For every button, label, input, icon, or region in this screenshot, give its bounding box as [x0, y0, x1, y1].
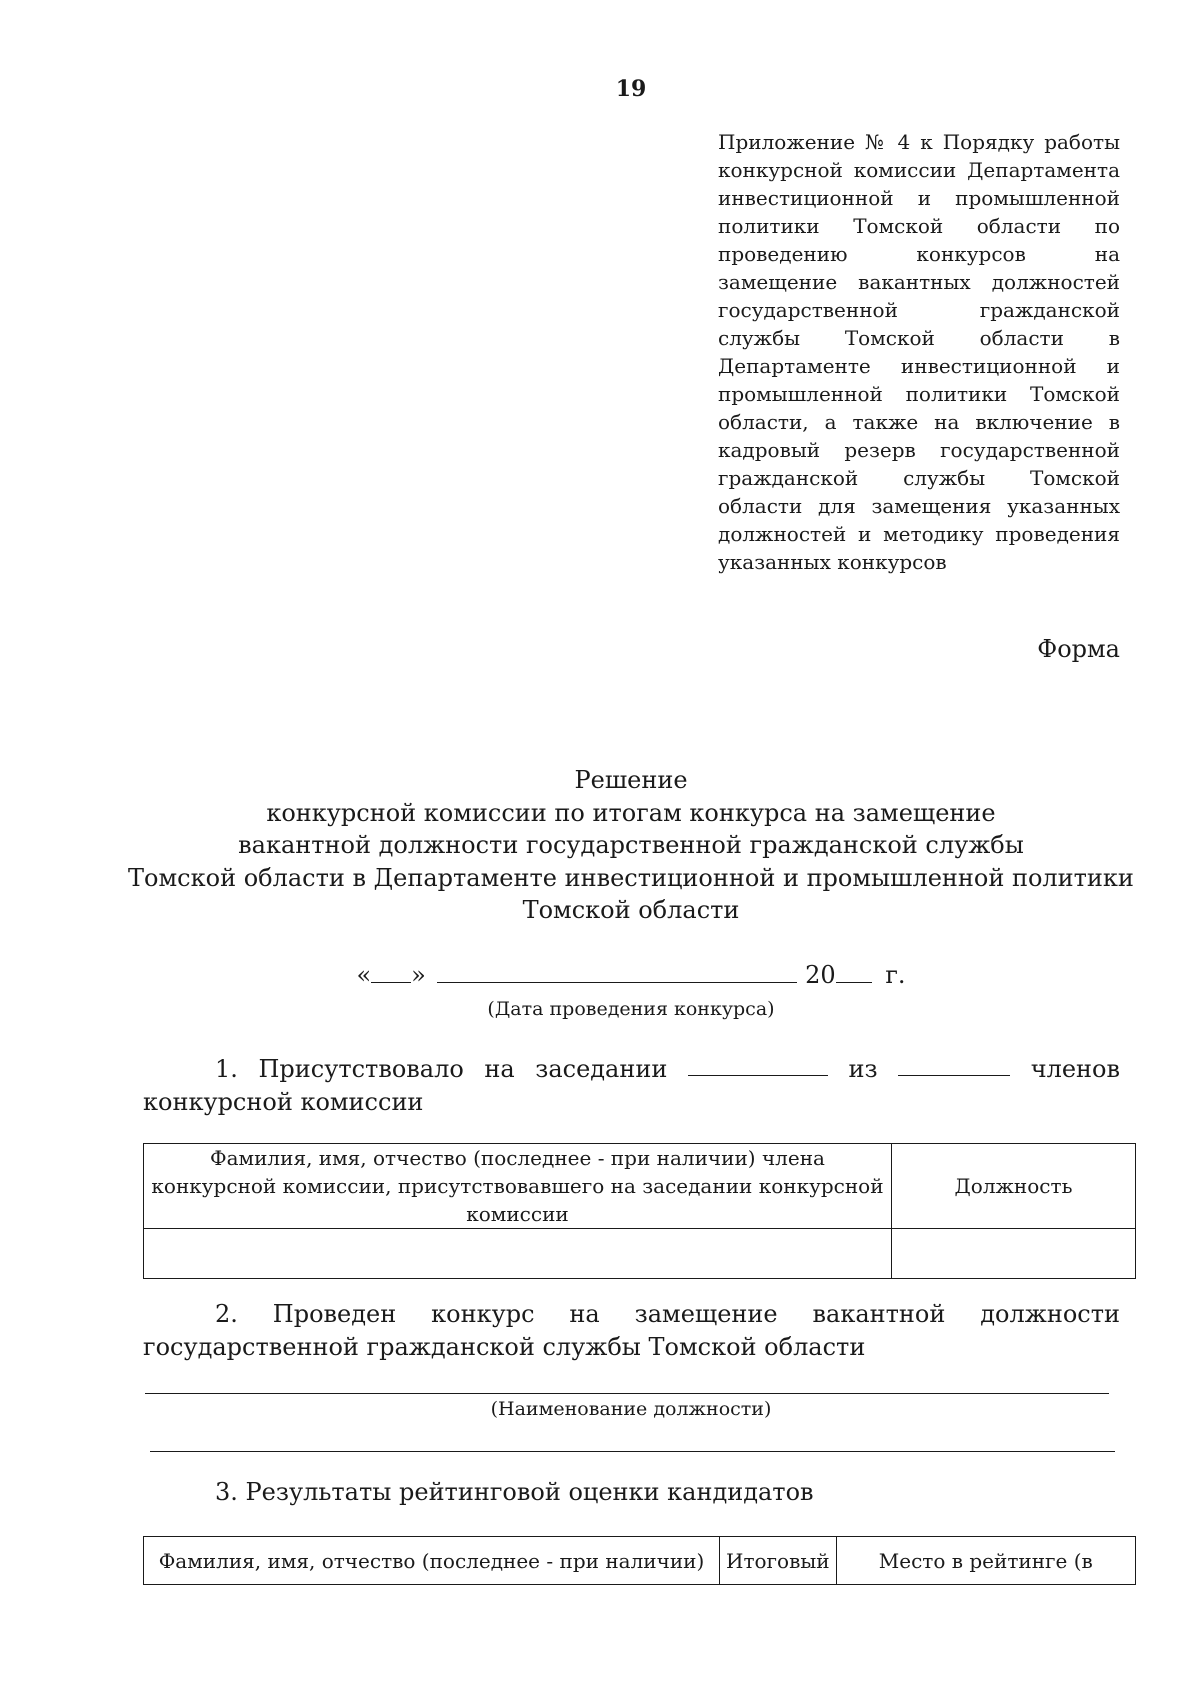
position-name-line-1[interactable]	[145, 1393, 1109, 1394]
year-prefix: 20	[805, 961, 836, 989]
section-1-line-1	[143, 1053, 1120, 1086]
table-header-row	[144, 1537, 1136, 1585]
title-line-3: вакантной должности государственной гражданской службы	[238, 831, 1024, 859]
section-3: 3. Результаты рейтинговой оценки кандидатов	[215, 1478, 814, 1506]
table-header-row	[144, 1144, 1136, 1229]
day-blank[interactable]	[371, 960, 411, 983]
header-total-score: Итоговый	[720, 1537, 837, 1585]
title-line-4: Томской области в Департаменте инвестиционной и промышленной политики	[128, 863, 1134, 892]
date-field	[0, 960, 1200, 989]
table-row	[144, 1229, 1136, 1279]
member-name-cell[interactable]	[144, 1229, 892, 1279]
title-line-1: Решение	[574, 766, 688, 794]
year-blank[interactable]	[836, 960, 872, 983]
header-candidate-name: Фамилия, имя, отчество (последнее - при наличии)	[144, 1537, 720, 1585]
appendix-reference: Приложение № 4 к Порядку работы конкурсной комиссии Департамента инвестиционной и промышленной политики Томской области по проведению конкурсов на замещение вакантных должностей государственной гражданской службы Томской области в Департаменте инвестиционной и промышленной политики Томской области, а также на включение в кадровый резерв государственной гражданской службы Томской области для замещения указанных должностей и методику проведения указанных конкурсов	[718, 130, 1120, 574]
date-open-quote: «	[356, 961, 372, 989]
form-label: Форма	[1037, 635, 1120, 663]
position-name-line-2[interactable]	[150, 1451, 1115, 1452]
section-1	[143, 1053, 1120, 1119]
header-member-name: Фамилия, имя, отчество (последнее - при наличии) члена конкурсной комиссии, присутствовавшего на заседании конкурсной комиссии	[144, 1144, 892, 1229]
date-caption: (Дата проведения конкурса)	[487, 998, 775, 1020]
section-2: 2. Проведен конкурс на замещение вакантной должности государственной гражданской службы Томской области	[143, 1300, 1120, 1361]
section-1-word-meeting: заседании	[535, 1055, 668, 1083]
section-1-word-at: на	[484, 1055, 515, 1083]
section-1-word-present: Присутствовало	[258, 1055, 464, 1083]
header-position: Должность	[892, 1144, 1136, 1229]
year-suffix: г.	[885, 961, 906, 989]
document-title	[100, 764, 1162, 927]
page-number: 19	[615, 76, 647, 102]
title-line-5: Томской области	[522, 896, 740, 924]
section-1-word-of: из	[848, 1055, 878, 1083]
member-position-cell[interactable]	[892, 1229, 1136, 1279]
section-1-word-members: членов	[1030, 1055, 1120, 1083]
title-line-2: конкурсной комиссии по итогам конкурса на замещение	[266, 798, 996, 827]
total-count-blank[interactable]	[898, 1053, 1010, 1076]
rating-table	[143, 1536, 1136, 1585]
position-name-caption: (Наименование должности)	[490, 1398, 772, 1420]
date-close-quote: »	[411, 961, 426, 989]
members-table	[143, 1143, 1136, 1279]
header-rating-place: Место в рейтинге (в	[836, 1537, 1135, 1585]
section-1-number: 1.	[215, 1055, 238, 1083]
present-count-blank[interactable]	[688, 1053, 828, 1076]
section-1-line-2: конкурсной комиссии	[143, 1088, 424, 1116]
month-blank[interactable]	[437, 960, 797, 983]
